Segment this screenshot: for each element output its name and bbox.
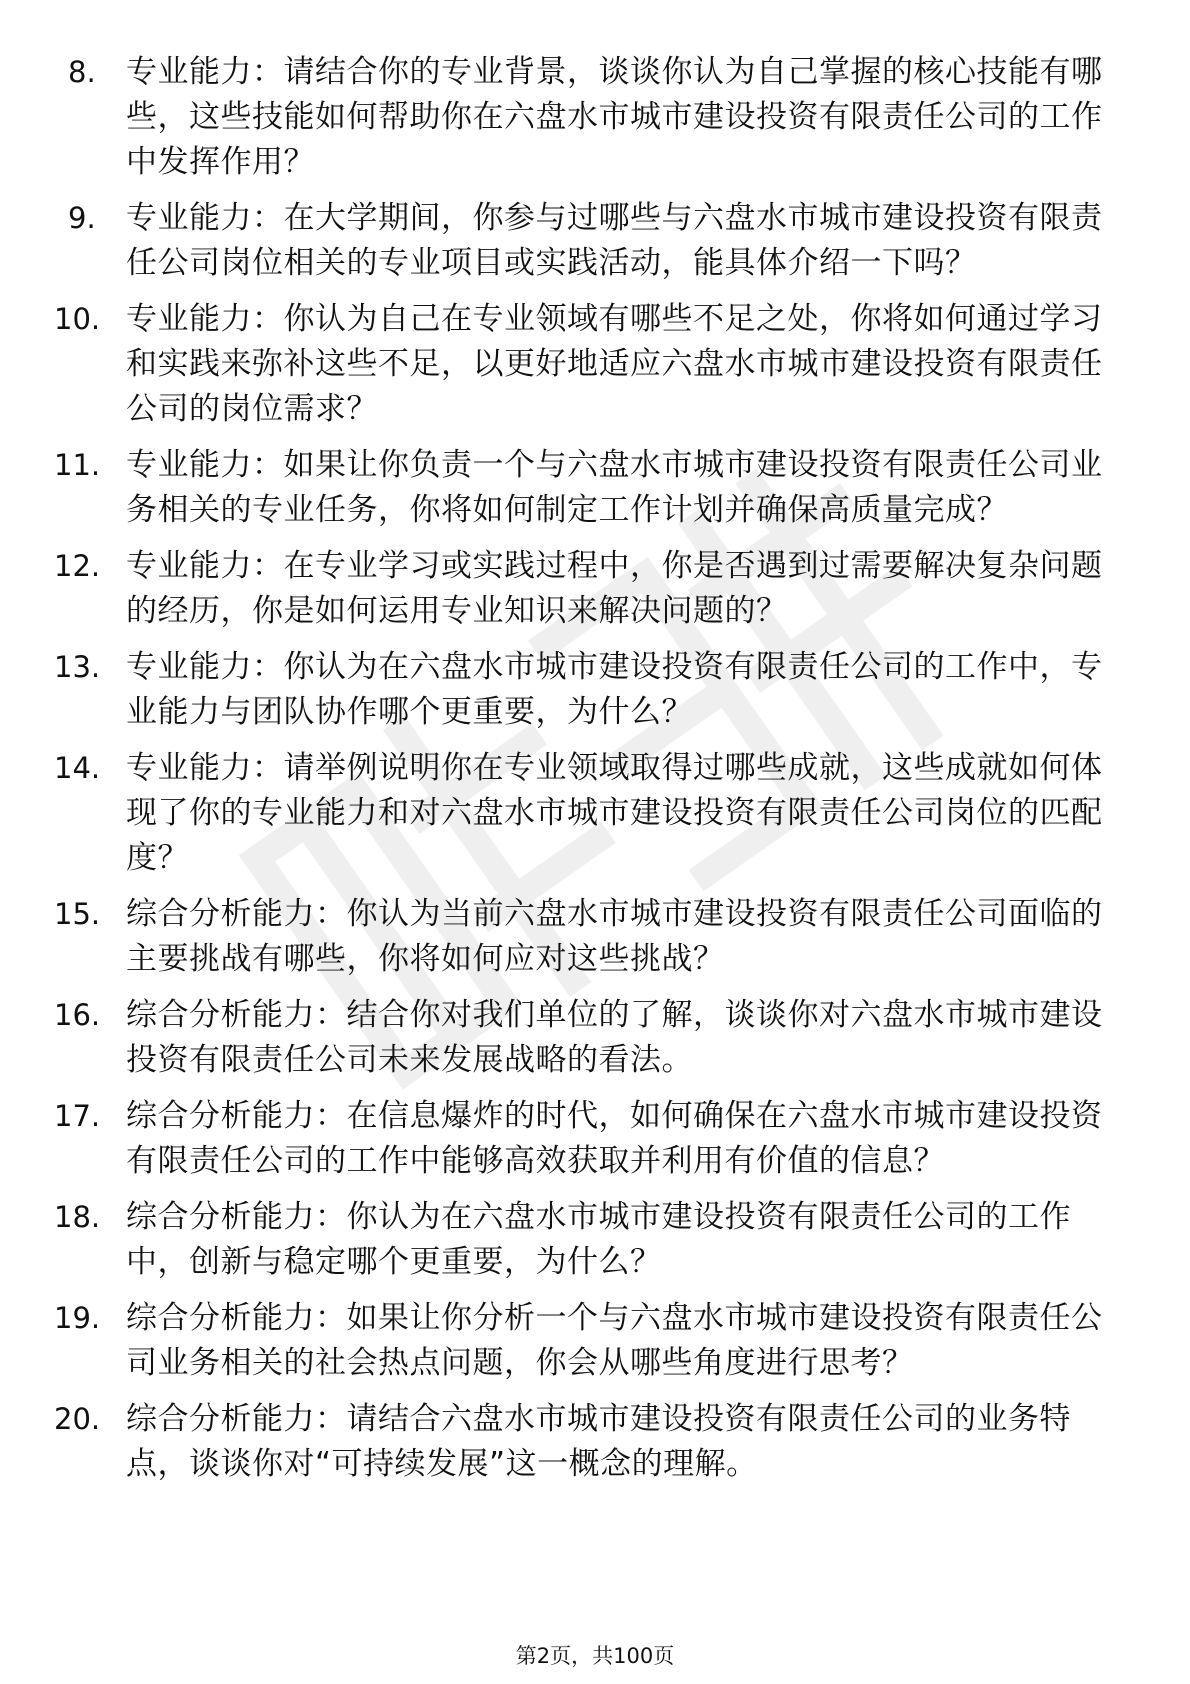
question-number: 10. [54, 302, 101, 336]
question-item [0, 746, 1190, 881]
question-number: 13. [54, 650, 101, 684]
question-number: 17. [54, 1099, 101, 1133]
question-text: 综合分析能力：你认为当前六盘水市城市建设投资有限责任公司面临的主要挑战有哪些，你将如何应对这些挑战？ [126, 896, 1103, 977]
question-item [0, 1094, 1190, 1184]
question-number: 8. [68, 55, 96, 89]
question-number: 15. [54, 897, 101, 931]
question-item [0, 50, 1190, 185]
question-number: 19. [54, 1301, 101, 1335]
question-list [0, 50, 1190, 1498]
question-item [0, 645, 1190, 735]
question-item [0, 993, 1190, 1083]
question-text: 综合分析能力：如果让你分析一个与六盘水市城市建设投资有限责任公司业务相关的社会热点问题，你会从哪些角度进行思考？ [126, 1300, 1103, 1381]
question-text: 专业能力：请举例说明你在专业领域取得过哪些成就，这些成就如何体现了你的专业能力和对六盘水市城市建设投资有限责任公司岗位的匹配度？ [126, 750, 1103, 876]
question-number: 9. [68, 201, 96, 235]
question-item [0, 443, 1190, 533]
question-number: 12. [54, 549, 101, 583]
question-number: 16. [54, 998, 101, 1032]
question-text: 专业能力：在大学期间，你参与过哪些与六盘水市城市建设投资有限责任公司岗位相关的专业项目或实践活动，能具体介绍一下吗？ [126, 200, 1103, 281]
question-text: 专业能力：你认为在六盘水市城市建设投资有限责任公司的工作中，专业能力与团队协作哪个更重要，为什么？ [126, 649, 1103, 730]
question-item [0, 544, 1190, 634]
question-text: 专业能力：你认为自己在专业领域有哪些不足之处，你将如何通过学习和实践来弥补这些不足，以更好地适应六盘水市城市建设投资有限责任公司的岗位需求？ [126, 301, 1103, 427]
question-item [0, 297, 1190, 432]
page-footer: 第2页，共100页 [515, 1644, 675, 1668]
question-text: 综合分析能力：结合你对我们单位的了解，谈谈你对六盘水市城市建设投资有限责任公司未来发展战略的看法。 [126, 997, 1103, 1078]
question-number: 20. [54, 1402, 101, 1436]
question-text: 综合分析能力：你认为在六盘水市城市建设投资有限责任公司的工作中，创新与稳定哪个更重要，为什么？ [126, 1199, 1071, 1280]
question-text: 专业能力：如果让你负责一个与六盘水市城市建设投资有限责任公司业务相关的专业任务，你将如何制定工作计划并确保高质量完成？ [126, 447, 1103, 528]
question-number: 18. [54, 1200, 101, 1234]
question-number: 14. [54, 751, 101, 785]
question-item [0, 1195, 1190, 1285]
question-item [0, 1397, 1190, 1487]
question-number: 11. [54, 448, 101, 482]
question-text: 综合分析能力：在信息爆炸的时代，如何确保在六盘水市城市建设投资有限责任公司的工作中能够高效获取并利用有价值的信息？ [126, 1098, 1103, 1179]
question-text: 专业能力：在专业学习或实践过程中，你是否遇到过需要解决复杂问题的经历，你是如何运用专业知识来解决问题的？ [126, 548, 1103, 629]
question-item [0, 892, 1190, 982]
question-item [0, 196, 1190, 286]
question-text: 综合分析能力：请结合六盘水市城市建设投资有限责任公司的业务特点，谈谈你对“可持续发展”这一概念的理解。 [126, 1401, 1071, 1482]
question-text: 专业能力：请结合你的专业背景，谈谈你认为自己掌握的核心技能有哪些，这些技能如何帮助你在六盘水市城市建设投资有限责任公司的工作中发挥作用？ [126, 54, 1103, 180]
question-item [0, 1296, 1190, 1386]
